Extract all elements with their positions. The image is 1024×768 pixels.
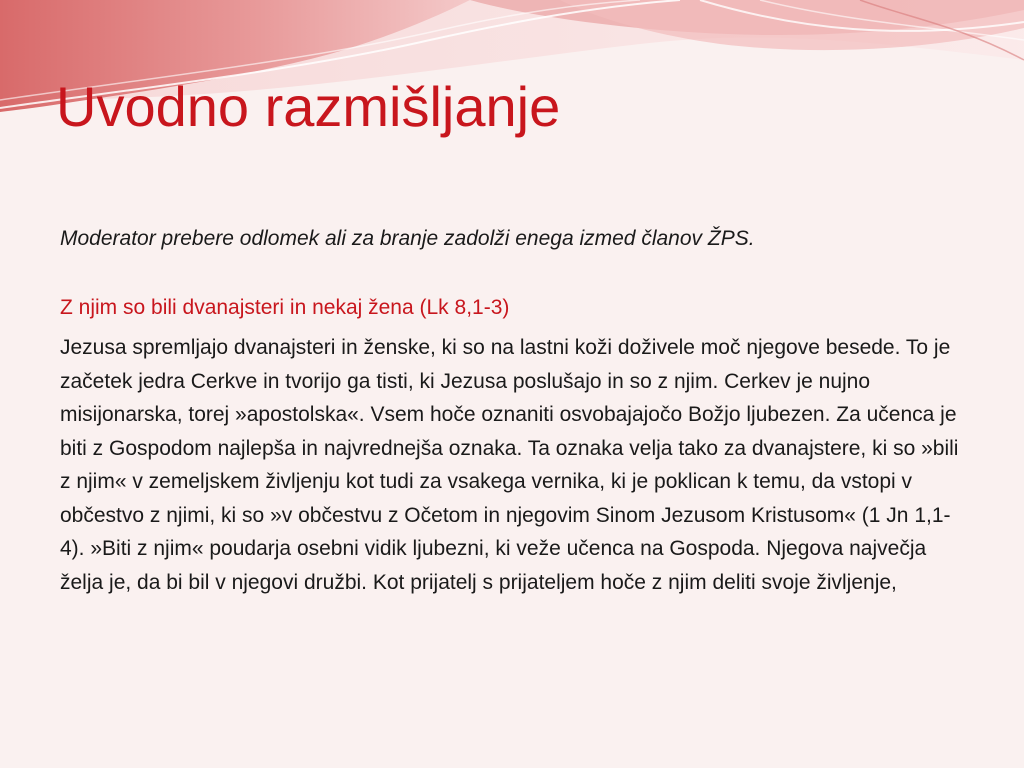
slide-title: Uvodno razmišljanje <box>56 75 561 138</box>
moderator-instruction: Moderator prebere odlomek ali za branje zadolži enega izmed članov ŽPS. <box>60 227 755 250</box>
reflection-body: Jezusa spremljajo dvanajsteri in ženske, ki so na lastni koži doživele moč njegove besede. To je začetek jedra Cerkve in tvorijo ga tisti, ki Jezusa poslušajo in so z njim. Cerkev je nujno misijonarska, torej »apostolska«. Vsem hoče oznaniti osvobajajočo Božjo ljubezen. Za učenca je biti z Gospodom najlepša in najvrednejša oznaka. Ta oznaka velja tako za dvanajstere, ki so »bili z njim« v zemeljskem življenju kot tudi za vsakega vernika, ki je poklican k temu, da vstopi v občestvo z njimi, ki so »v občestvu z Očetom in njegovim Sinom Jezusom Kristusom« (1 Jn 1,1-4). »Biti z njim« poudarja osebni vidik ljubezni, ki veže učenca na Gospoda. Njegova največja želja je, da bi bil v njegovi družbi. Kot prijatelj s prijateljem hoče z njim deliti svoje življenje, <box>60 336 959 594</box>
reading-reference: Z njim so bili dvanajsteri in nekaj žena (Lk 8,1-3) <box>60 296 510 319</box>
slide-content <box>60 222 970 599</box>
